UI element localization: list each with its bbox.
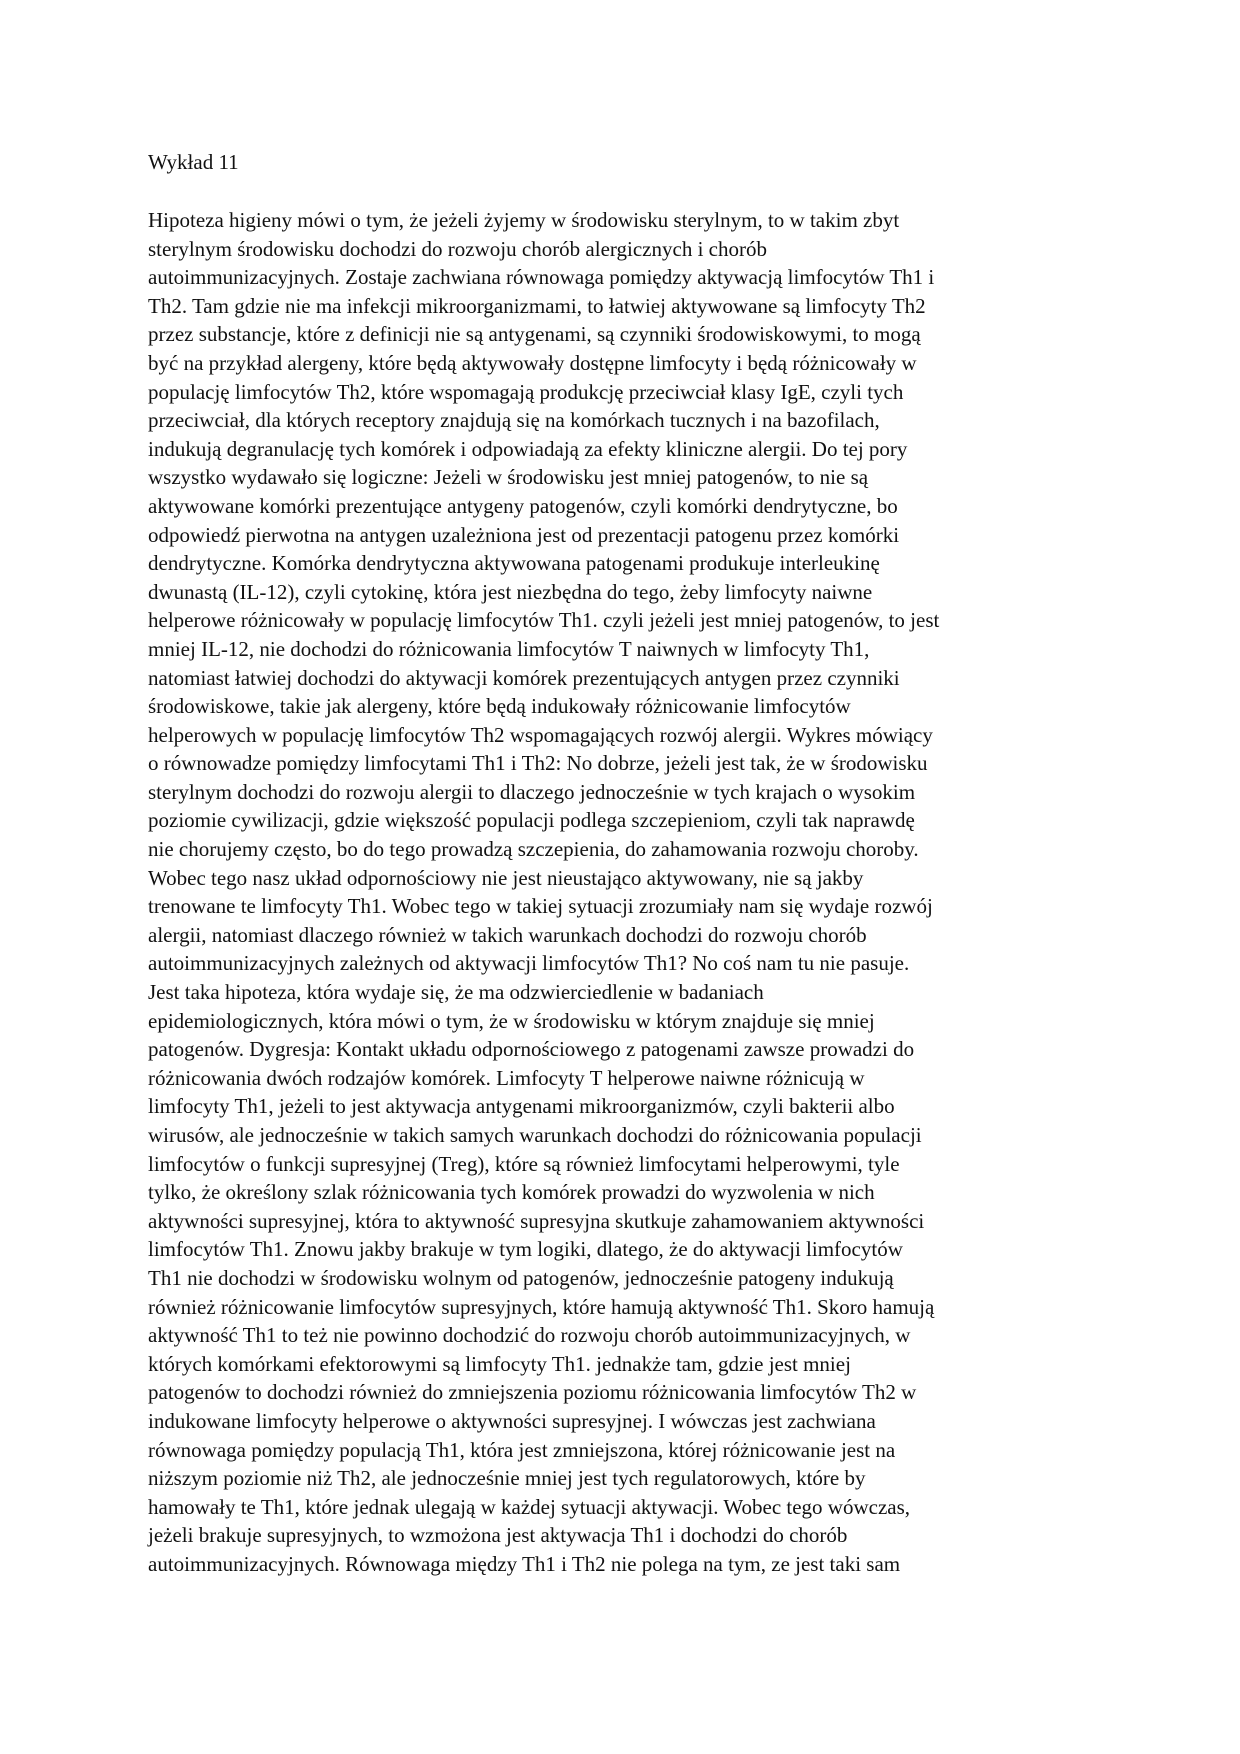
text-line: sterylnym dochodzi do rozwoju alergii to dlaczego jednocześnie w tych krajach o wysokim <box>148 779 916 804</box>
text-line: Jest taka hipoteza, która wydaje się, że ma odzwierciedlenie w badaniach <box>148 980 764 1005</box>
text-line: patogenów to dochodzi również do zmniejszenia poziomu różnicowania limfocytów Th2 w <box>148 1380 917 1405</box>
text-line: poziomie cywilizacji, gdzie większość populacji podlega szczepieniom, czyli tak naprawdę <box>148 808 915 833</box>
text-line: dwunastą (IL-12), czyli cytokinę, która jest niezbędna do tego, żeby limfocyty naiwne <box>148 579 873 604</box>
text-line: o równowadze pomiędzy limfocytami Th1 i Th2: No dobrze, jeżeli jest tak, że w środowisku <box>148 751 928 776</box>
text-line: być na przykład alergeny, które będą aktywowały dostępne limfocyty i będą różnicowały w <box>148 350 917 375</box>
text-line: aktywowane komórki prezentujące antygeny patogenów, czyli komórki dendrytyczne, bo <box>148 493 898 518</box>
text-line: środowiskowe, takie jak alergeny, które będą indukowały różnicowanie limfocytów <box>148 694 851 719</box>
text-line: niższym poziomie niż Th2, ale jednocześnie mniej jest tych regulatorowych, które by <box>148 1466 866 1491</box>
text-line: aktywność Th1 to też nie powinno dochodzić do rozwoju chorób autoimmunizacyjnych, w <box>148 1323 911 1348</box>
text-line: helperowych w populację limfocytów Th2 wspomagających rozwój alergii. Wykres mówiący <box>148 722 933 747</box>
text-line: Wobec tego nasz układ odpornościowy nie jest nieustająco aktywowany, nie są jakby <box>148 865 864 890</box>
text-line: Th1 nie dochodzi w środowisku wolnym od patogenów, jednocześnie patogeny indukują <box>148 1265 894 1290</box>
text-line: autoimmunizacyjnych. Zostaje zachwiana równowaga pomiędzy aktywacją limfocytów Th1 i <box>148 265 935 290</box>
document-title: Wykład 11 <box>148 150 239 174</box>
text-line: odpowiedź pierwotna na antygen uzależniona jest od prezentacji patogenu przez komórki <box>148 522 900 547</box>
text-line: tylko, że określony szlak różnicowania tych komórek prowadzi do wyzwolenia w nich <box>148 1180 875 1205</box>
text-line: różnicowania dwóch rodzajów komórek. Limfocyty T helperowe naiwne różnicują w <box>148 1065 865 1090</box>
text-line: autoimmunizacyjnych. Równowaga między Th1 i Th2 nie polega na tym, ze jest taki sam <box>148 1551 901 1576</box>
text-line: natomiast łatwiej dochodzi do aktywacji komórek prezentujących antygen przez czynniki <box>148 665 900 690</box>
text-line: autoimmunizacyjnych zależnych od aktywacji limfocytów Th1? No coś nam tu nie pasuje. <box>148 951 910 976</box>
document-body <box>148 206 1108 1579</box>
text-line: indukowane limfocyty helperowe o aktywności supresyjnej. I wówczas jest zachwiana <box>148 1408 876 1433</box>
text-line: alergii, natomiast dlaczego również w takich warunkach dochodzi do rozwoju chorób <box>148 922 867 947</box>
text-line: trenowane te limfocyty Th1. Wobec tego w takiej sytuacji zrozumiały nam się wydaje rozwój <box>148 894 933 919</box>
text-line: helperowe różnicowały w populację limfocytów Th1. czyli jeżeli jest mniej patogenów, to jest <box>148 608 940 633</box>
text-line: epidemiologicznych, która mówi o tym, że w środowisku w którym znajduje się mniej <box>148 1008 875 1033</box>
text-line: dendrytyczne. Komórka dendrytyczna aktywowana patogenami produkuje interleukinę <box>148 551 880 576</box>
text-line: przez substancje, które z definicji nie są antygenami, są czynniki środowiskowymi, to mogą <box>148 322 921 347</box>
text-line: aktywności supresyjnej, która to aktywność supresyjna skutkuje zahamowaniem aktywności <box>148 1208 925 1233</box>
text-line: wszystko wydawało się logiczne: Jeżeli w środowisku jest mniej patogenów, to nie są <box>148 465 869 490</box>
text-line: Th2. Tam gdzie nie ma infekcji mikroorganizmami, to łatwiej aktywowane są limfocyty Th2 <box>148 293 926 318</box>
text-line: mniej IL-12, nie dochodzi do różnicowania limfocytów T naiwnych w limfocyty Th1, <box>148 636 870 661</box>
text-line: Hipoteza higieny mówi o tym, że jeżeli żyjemy w środowisku sterylnym, to w takim zbyt <box>148 208 900 232</box>
text-line: jeżeli brakuje supresyjnych, to wzmożona jest aktywacja Th1 i dochodzi do chorób <box>148 1523 848 1548</box>
text-line: indukują degranulację tych komórek i odpowiadają za efekty kliniczne alergii. Do tej pory <box>148 436 908 461</box>
text-line: których komórkami efektorowymi są limfocyty Th1. jednakże tam, gdzie jest mniej <box>148 1351 851 1376</box>
text-line: nie chorujemy często, bo do tego prowadzą szczepienia, do zahamowania rozwoju choroby. <box>148 837 919 862</box>
text-line: hamowały te Th1, które jednak ulegają w każdej sytuacji aktywacji. Wobec tego wówczas, <box>148 1494 911 1519</box>
text-line: limfocytów o funkcji supresyjnej (Treg), które są również limfocytami helperowymi, tyle <box>148 1151 900 1176</box>
text-line: również różnicowanie limfocytów supresyjnych, które hamują aktywność Th1. Skoro hamują <box>148 1294 935 1319</box>
text-line: równowaga pomiędzy populacją Th1, która jest zmniejszona, której różnicowanie jest na <box>148 1437 896 1462</box>
text-line: limfocyty Th1, jeżeli to jest aktywacja antygenami mikroorganizmów, czyli bakterii albo <box>148 1094 895 1119</box>
text-line: limfocytów Th1. Znowu jakby brakuje w tym logiki, dlatego, że do aktywacji limfocytów <box>148 1237 903 1262</box>
text-line: wirusów, ale jednocześnie w takich samych warunkach dochodzi do różnicowania populacji <box>148 1123 922 1147</box>
text-line: patogenów. Dygresja: Kontakt układu odpornościowego z patogenami zawsze prowadzi do <box>148 1037 915 1062</box>
text-line: populację limfocytów Th2, które wspomagają produkcję przeciwciał klasy IgE, czyli tych <box>148 379 904 404</box>
text-line: przeciwciał, dla których receptory znajdują się na komórkach tucznych i na bazofilach, <box>148 408 880 433</box>
text-line: sterylnym środowisku dochodzi do rozwoju chorób alergicznych i chorób <box>148 236 767 261</box>
